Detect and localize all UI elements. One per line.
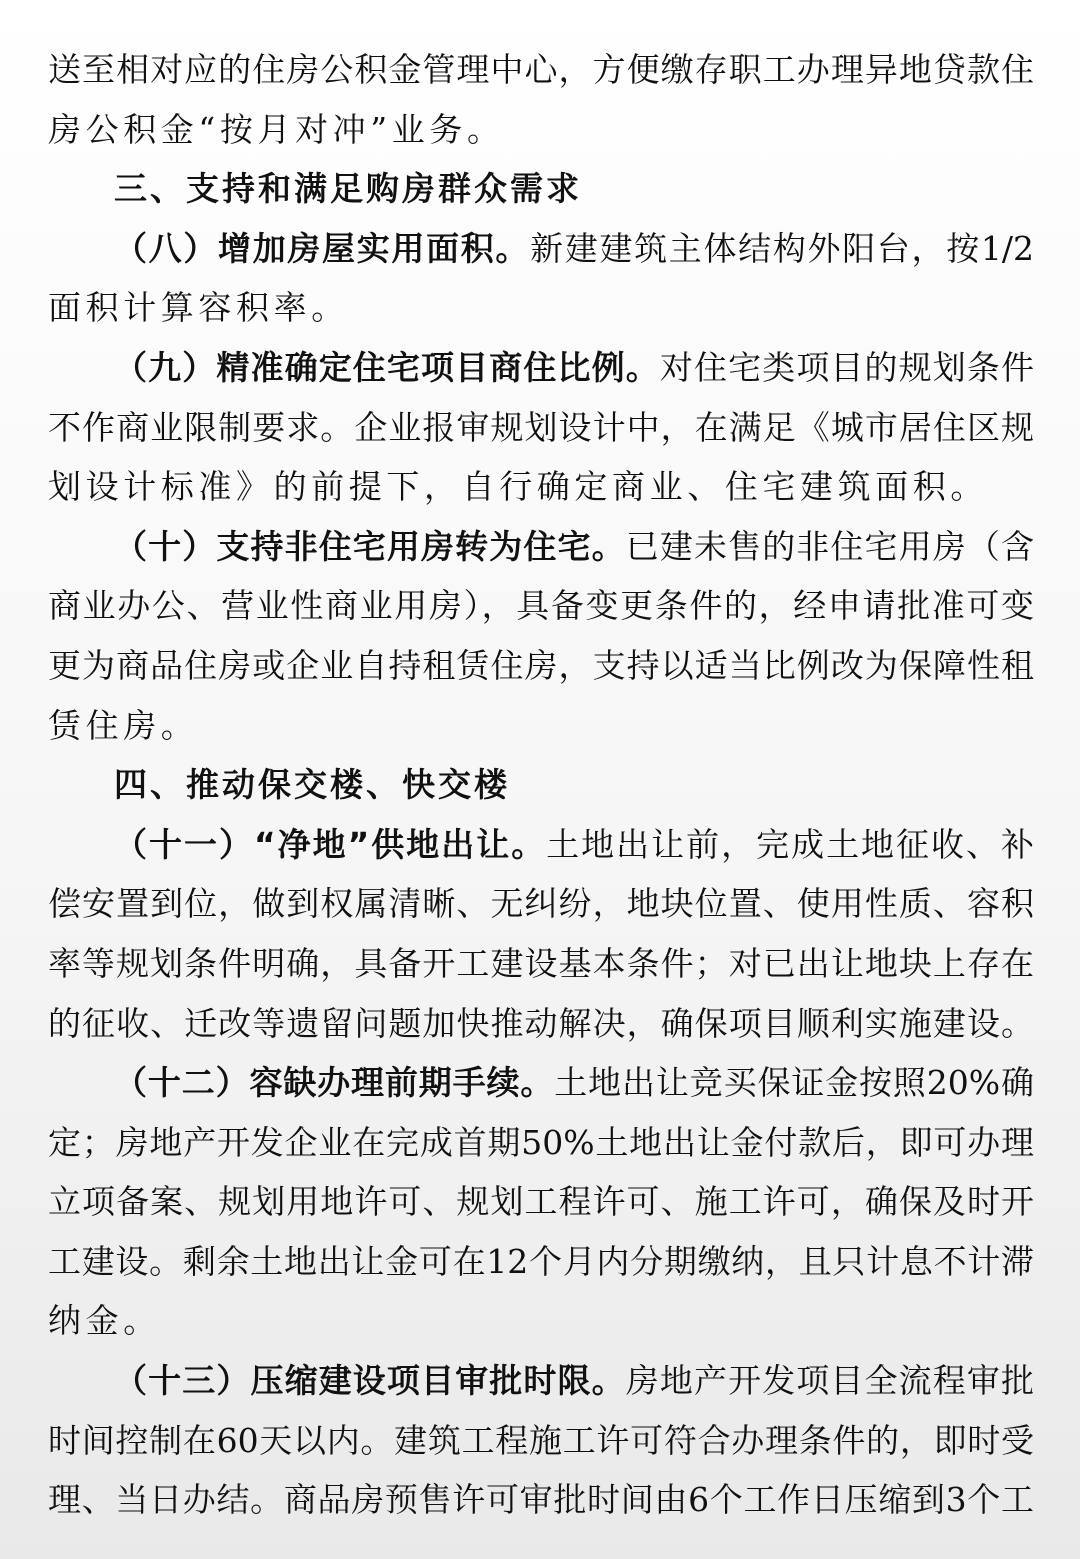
paragraph-line: 偿安置到位，做到权属清晰、无纠纷，地块位置、使用性质、容积 (48, 884, 1034, 924)
paragraph-line: 面积计算容积率。 (48, 288, 349, 328)
paragraph-line: 纳金。 (48, 1301, 161, 1341)
paragraph-line (48, 815, 1034, 875)
paragraph-line: 商业办公、营业性商业用房），具备变更条件的，经申请批准可变 (48, 586, 1034, 626)
clause-title: （十）支持非住宅用房转为住宅。 (114, 526, 626, 566)
paragraph-line: 工建设。剩余土地出让金可在12个月内分期缴纳，且只计息不计滞 (48, 1241, 1034, 1281)
paragraph-line: 的征收、迁改等遗留问题加快推动解决，确保项目顺利实施建设。 (48, 1003, 1034, 1043)
section-heading: 三、支持和满足购房群众需求 (114, 169, 582, 209)
clause-text: 已建未售的非住宅用房（含 (625, 526, 1035, 566)
clause-text: 房地产开发项目全流程审批 (625, 1361, 1035, 1401)
clause-title: （十一）“净地”供地出让。 (114, 824, 547, 864)
clause-title: （十三）压缩建设项目审批时限。 (114, 1361, 626, 1401)
paragraph-line (48, 338, 1034, 398)
paragraph-line: 理、当日办结。商品房预售许可审批时间由6个工作日压缩到3个工 (48, 1480, 1034, 1520)
paragraph-line (48, 219, 1034, 279)
paragraph-line: 房公积金“按月对冲”业务。 (48, 109, 505, 149)
paragraph-line: 赁住房。 (48, 705, 199, 745)
clause-title: （十二）容缺办理前期手续。 (114, 1063, 555, 1103)
section-heading: 四、推动保交楼、快交楼 (114, 765, 510, 805)
paragraph-line: 率等规划条件明确，具备开工建设基本条件；对已出让地块上存在 (48, 943, 1034, 983)
paragraph-line: 定；房地产开发企业在完成首期50%土地出让金付款后，即可办理 (48, 1122, 1034, 1162)
paragraph-line: 更为商品住房或企业自持租赁住房，支持以适当比例改为保障性租 (48, 645, 1034, 685)
paragraph-line: 不作商业限制要求。企业报审规划设计中，在满足《城市居住区规 (48, 407, 1034, 447)
clause-text: 新建建筑主体结构外阳台，按1/2 (530, 228, 1035, 268)
paragraph-line (48, 517, 1034, 577)
paragraph-line (48, 1351, 1034, 1411)
clause-text: 土地出让前，完成土地征收、补 (546, 824, 1034, 864)
paragraph-line: 立项备案、规划用地许可、规划工程许可、施工许可，确保及时开 (48, 1182, 1034, 1222)
clause-title: （八）增加房屋实用面积。 (114, 228, 531, 268)
clause-text: 土地出让竞买保证金按照20%确 (554, 1063, 1035, 1103)
paragraph-line: 划设计标准》的前提下，自行确定商业、住宅建筑面积。 (48, 467, 988, 507)
paragraph-line: 送至相对应的住房公积金管理中心，方便缴存职工办理异地贷款住 (48, 50, 1034, 89)
clause-text: 对住宅类项目的规划条件 (659, 347, 1035, 387)
paragraph-line (48, 1053, 1034, 1113)
clause-title: （九）精准确定住宅项目商住比例。 (114, 347, 660, 387)
paragraph-line: 时间控制在60天以内。建筑工程施工许可符合办理条件的，即时受 (48, 1420, 1034, 1460)
